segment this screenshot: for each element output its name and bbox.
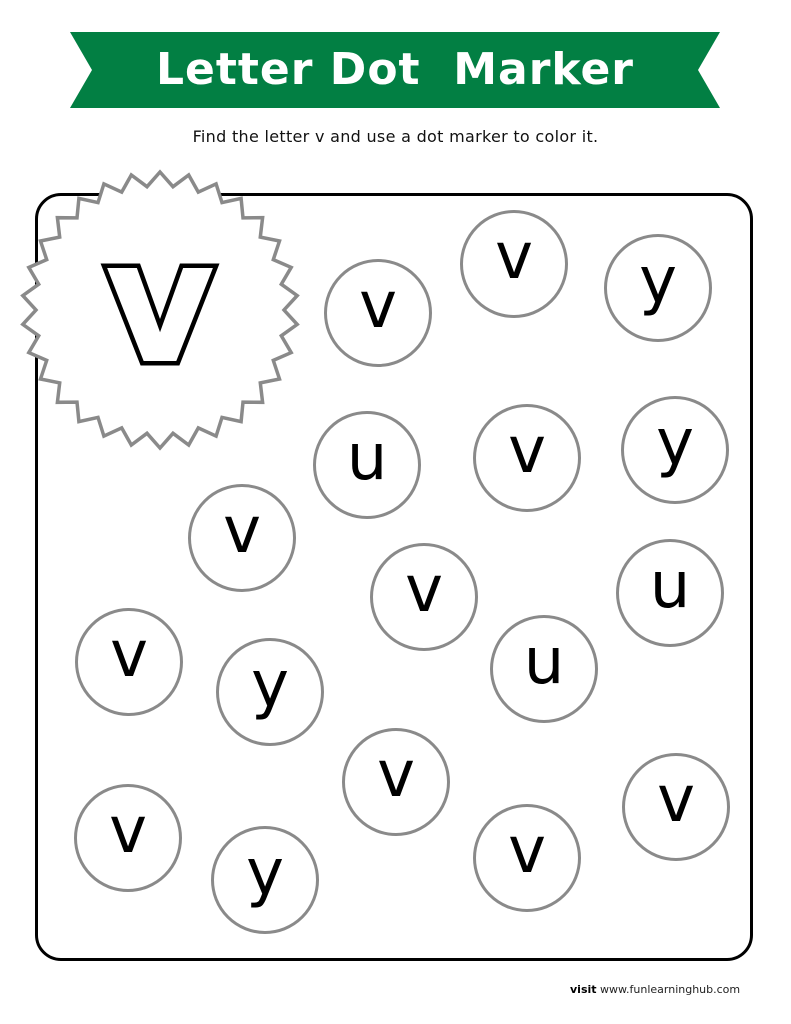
dot-letter: u: [346, 421, 388, 495]
dot-letter: v: [377, 738, 415, 812]
letter-dot-y[interactable]: [216, 638, 324, 746]
letter-dot-y[interactable]: [211, 826, 319, 934]
dot-letter: y: [639, 244, 677, 318]
target-letter: v: [104, 204, 216, 402]
letter-dot-u[interactable]: [616, 539, 724, 647]
letter-dot-v[interactable]: [473, 804, 581, 912]
target-letter-badge: [18, 168, 302, 452]
letter-dot-v[interactable]: [75, 608, 183, 716]
dot-letter: v: [109, 794, 147, 868]
letter-dot-y[interactable]: [604, 234, 712, 342]
letter-dot-v[interactable]: [74, 784, 182, 892]
footer-credit: [570, 983, 740, 996]
letter-dot-u[interactable]: [490, 615, 598, 723]
letter-dot-v[interactable]: [188, 484, 296, 592]
letter-dot-v[interactable]: [460, 210, 568, 318]
letter-dot-v[interactable]: [342, 728, 450, 836]
footer-visit-label: visit: [570, 983, 597, 996]
letter-dot-v[interactable]: [473, 404, 581, 512]
dot-letter: y: [251, 648, 289, 722]
footer-url[interactable]: www.funlearninghub.com: [600, 983, 741, 996]
dot-letter: v: [359, 269, 397, 343]
letter-dot-u[interactable]: [313, 411, 421, 519]
dot-letter: v: [405, 553, 443, 627]
page-title: Letter Dot Marker: [155, 44, 635, 95]
letter-dot-v[interactable]: [622, 753, 730, 861]
dot-letter: v: [223, 494, 261, 568]
dot-letter: u: [649, 549, 691, 623]
dot-letter: v: [508, 814, 546, 888]
dot-letter: v: [657, 763, 695, 837]
dot-letter: v: [508, 414, 546, 488]
title-banner: [70, 32, 720, 108]
letter-dot-v[interactable]: [370, 543, 478, 651]
instructions-text: Find the letter v and use a dot marker to color it.: [192, 127, 599, 146]
dot-letter: v: [495, 220, 533, 294]
dot-letter: u: [523, 625, 565, 699]
dot-letter: v: [110, 618, 148, 692]
dot-letter: y: [656, 406, 694, 480]
letter-dot-y[interactable]: [621, 396, 729, 504]
dot-letter: y: [246, 836, 284, 910]
letter-dot-v[interactable]: [324, 259, 432, 367]
